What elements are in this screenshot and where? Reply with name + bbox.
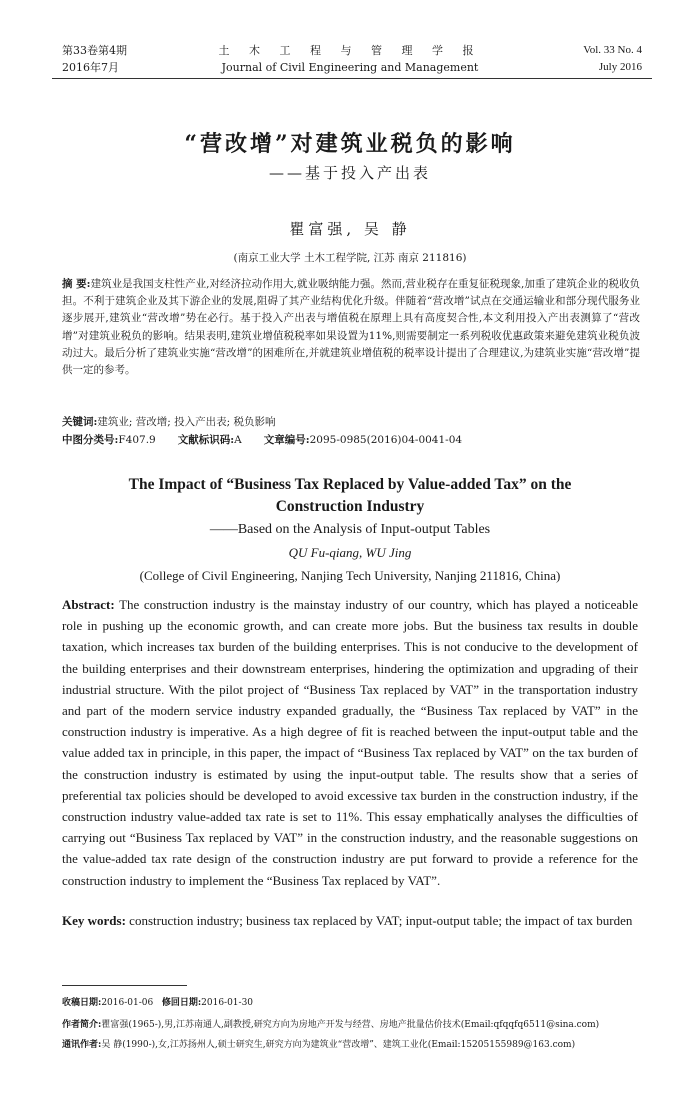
abstract-cn-text: 建筑业是我国支柱性产业,对经济拉动作用大,就业吸纳能力强。然而,营业税存在重复征税现象,加重了建筑企业的税收负担。不利于建筑企业及其下游企业的发展,阻碍了其产业结构优化升级。伴随着“营改增”试点在交通运输业和部分现代服务业逐步展开,建筑业“营改增”势在必行。基于投入产出表与增值税在原理上具有高度契合性,本文利用投入产出表测算了“营改增”对建筑业税负的影响。结果表明,建筑业增值税税率如果设置为11%,则需要制定一系列税收优惠政策来避免建筑业税负波动过大。最后分析了建筑业实施“营改增”的困难所在,并就建筑业增值税的税率设计提出了合理建议,为建筑业实施“营改增”提供一定的参考。: [62, 278, 640, 377]
corresponding-label: 通讯作者:: [62, 1040, 102, 1050]
header-divider: [52, 78, 652, 79]
running-header: [0, 40, 700, 80]
authors-en: QU Fu-qiang, WU Jing: [288, 545, 412, 560]
keywords-cn-text: 建筑业; 营改增; 投入产出表; 税负影响: [97, 416, 276, 428]
footnote-corresponding: [62, 1038, 662, 1052]
footnote-author-bio: [62, 1018, 662, 1032]
corresponding-text: 吴 静(1990-),女,江苏扬州人,硕士研究生,研究方向为建筑业“营改增”、建筑工业化(Email:15205155989@163.com): [101, 1040, 576, 1050]
authors-cn: 瞿富强, 吴 静: [289, 220, 411, 238]
revised-label: 修回日期:: [161, 998, 202, 1008]
paper-title-en: The Impact of “Business Tax Replaced by Value-added Tax” on the Construction Industry: [128, 476, 572, 515]
affiliation-cn: (南京工业大学 土木工程学院, 江苏 南京 211816): [233, 252, 467, 264]
paper-title-cn: “营改增”对建筑业税负的影响: [184, 131, 516, 157]
doc-code-label: 文献标识码:: [177, 434, 235, 446]
keywords-en-label: Key words:: [62, 913, 126, 928]
author-bio-text: 瞿富强(1965-),男,江苏南通人,副教授,研究方向为房地产开发与经营、房地产批量估价技术(Email:qfqqfq6511@sina.com): [101, 1020, 600, 1030]
paper-subtitle-cn: ——基于投入产出表: [268, 164, 431, 182]
article-no-value: 2095-0985(2016)04-0041-04: [309, 434, 463, 446]
received-date: 2016-01-06: [101, 998, 154, 1008]
date-en: July 2016: [598, 61, 642, 73]
abstract-en-label: Abstract:: [62, 597, 115, 612]
journal-name-cn: 土 木 工 程 与 管 理 学 报: [218, 44, 482, 57]
clc-label: 中图分类号:: [62, 434, 119, 446]
author-bio-label: 作者简介:: [62, 1020, 102, 1030]
abstract-cn: [62, 276, 640, 379]
clc-value: F407.9: [118, 434, 156, 446]
classification-line: [62, 432, 640, 449]
footnote-dates: [62, 996, 662, 1010]
footnote-divider: [62, 985, 187, 986]
keywords-en-text: construction industry; business tax replaced by VAT; input-output table; the impact of tax burden: [129, 913, 633, 928]
keywords-cn-label: 关键词:: [62, 416, 98, 428]
doc-code-value: A: [234, 434, 242, 446]
article-no-label: 文章编号:: [263, 434, 310, 446]
volume-en: Vol. 33 No. 4: [583, 44, 642, 56]
keywords-en: [62, 910, 700, 931]
abstract-en: [62, 594, 638, 891]
header-right: [583, 42, 642, 76]
journal-name-en: Journal of Civil Engineering and Management: [221, 61, 479, 74]
date-cn: 2016年7月: [62, 61, 119, 74]
affiliation-en: (College of Civil Engineering, Nanjing Tech University, Nanjing 211816, China): [139, 568, 561, 583]
revised-date: 2016-01-30: [201, 998, 254, 1008]
received-label: 收稿日期:: [62, 998, 102, 1008]
paper-subtitle-en: ——Based on the Analysis of Input-output Tables: [209, 522, 491, 537]
volume-cn: 第33卷第4期: [62, 44, 127, 57]
abstract-en-text: The construction industry is the mainstay industry of our country, which has played a noticeable role in pushing up the economic growth, and can create more jobs. But the business tax results in double taxation, which increases tax burden of the building enterprises. This is not conducive to the development of the building enterprises and their downstream enterprises, hindering the optimization and upgrading of their industrial structure. With the pilot project of “Business Tax replaced by VAT” in the transportation industry and part of the modern service industry expanded gradually, the “Business Tax replaced by VAT” in the construction industry is imperative. As a high degree of fit is reached between the input-output table and the value added tax in principle, in this paper, the impact of “Business Tax replaced by VAT” on the tax burden of the construction industry is estimated by using the input-output table. The results show that a series of preferential tax policies should be developed to avoid excessive tax burden in the construction industry, if the construction industry value-added tax rate is set to 11%. This essay emphatically analyses the difficulties of carrying out “Business Tax replaced by VAT” in the construction industry, and the reasonable suggestions on the value-added tax rate design of the construction industry are put forward to provide a reference for the construction industry to implement the “Business Tax replaced by VAT”.: [62, 597, 638, 888]
abstract-cn-label: 摘 要:: [62, 278, 91, 290]
keywords-cn: [62, 414, 640, 431]
